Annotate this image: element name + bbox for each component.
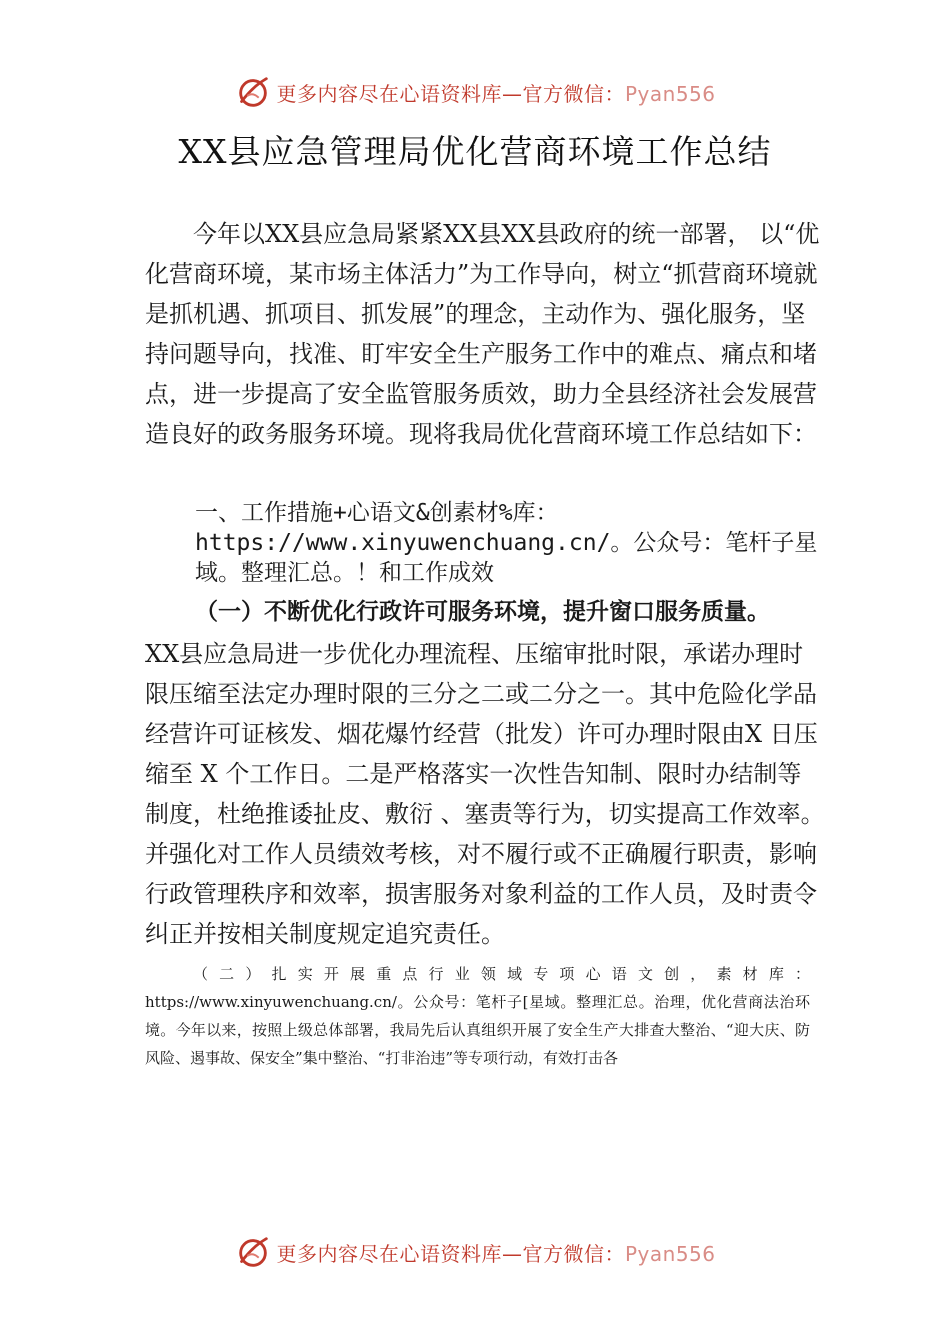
footer-banner xyxy=(0,1232,950,1272)
banner-text: 更多内容尽在心语资料库—官方微信： xyxy=(276,81,625,106)
header-banner xyxy=(0,72,950,112)
brush-logo-icon xyxy=(234,73,272,111)
subheading-2-paragraph: （二）扎实开展重点行业领域专项心语文创，素材库：https://www.xinyuwenchuang.cn/。公众号：笔杆子[星域。整理汇总。治理，优化营商法治环境。今年以来，按照上级总体部署，我局先后认真组织开展了安全生产大排查大整治、“迎大庆、防风险、遏事故、保安全”集中整治、“打非治违”等专项行动，有效打击各 xyxy=(145,965,810,1067)
banner-wechat: Pyan556 xyxy=(624,1241,716,1266)
brush-logo-icon xyxy=(234,1233,272,1271)
section-heading-1: 一、工作措施+心语文&创素材%库：https://www.xinyuwenchuang.cn/。公众号：笔杆子星域。整理汇总。！和工作成效 xyxy=(195,500,818,586)
banner-text: 更多内容尽在心语资料库—官方微信： xyxy=(276,1241,625,1266)
body-paragraph-1: XX县应急局进一步优化办理流程、压缩审批时限，承诺办理时限压缩至法定办理时限的三分之二或二分之一。其中危险化学品经营许可证核发、烟花爆竹经营（批发）许可办理时限由X 日压缩至 X 个工作日。二是严格落实一次性告知制、限时办结制等制度，杜绝推诿扯皮、敷衍 、塞责等行为，切实提高工作效率。并强化对工作人员绩效考核，对不履行或不正确履行职责，影响行政管理秩序和效率，损害服务对象利益的工作人员，及时责令纠正并按相关制度规定追究责任。 xyxy=(145,640,825,948)
document-title: XX县应急管理局优化营商环境工作总结 xyxy=(178,132,772,171)
intro-paragraph: 今年以XX县应急局紧紧XX县XX县政府的统一部署， 以“优化营商环境，某市场主体活力”为工作导向，树立“抓营商环境就是抓机遇、抓项目、抓发展”的理念，主动作为、强化服务，坚持问题导向，找准、盯牢安全生产服务工作中的难点、痛点和堵点，进一步提高了安全监管服务质效，助力全县经济社会发展营造良好的政务服务环境。现将我局优化营商环境工作总结如下： xyxy=(145,220,820,448)
subheading-1: （一）不断优化行政许可服务环境，提升窗口服务质量。 xyxy=(195,598,770,625)
banner-wechat: Pyan556 xyxy=(624,81,716,106)
